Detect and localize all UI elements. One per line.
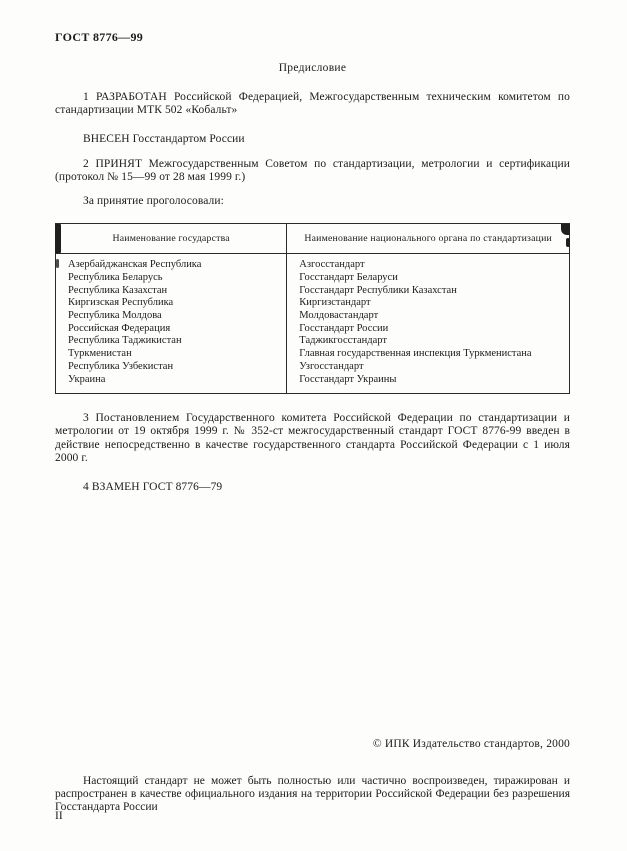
paragraph-accepted: 2 ПРИНЯТ Межгосударственным Советом по стандартизации, метрологии и сертификации (протокол № 15—99 от 28 мая 1999 г.) [55,157,570,183]
doc-number: ГОСТ 8776—99 [55,30,144,44]
org-cell: Молдовастандарт [299,310,379,322]
country-cell: Туркменистан [56,348,287,361]
page-content [55,30,570,510]
table-row [56,272,570,285]
table-row [56,348,570,361]
country-cell: Азербайджанская Республика [56,254,287,272]
header-country: Наименование государства [56,224,287,254]
header-org: Наименование национального органа по стандартизации [287,224,570,254]
country-cell: Киргизская Республика [56,297,287,310]
paragraph-enacted: 3 Постановлением Государственного комитета Российской Федерации по стандартизации и метрологии от 19 октября 1999 г. № 352-ст межгосударственный стандарт ГОСТ 8776-99 введен в действие непосредственно в качестве государственного стандарта Российской Федерации с 1 июля 2000 г. [55,412,570,464]
table-row [56,254,570,272]
table-row [56,310,570,323]
vote-table-body [56,254,570,394]
scan-artifact [56,259,59,268]
paragraph-replaces: 4 ВЗАМЕН ГОСТ 8776—79 [83,481,223,494]
table-row [56,374,570,394]
header-row [56,224,570,254]
copyright-line: © ИПК Издательство стандартов, 2000 [372,738,570,750]
country-cell: Республика Узбекистан [56,361,287,374]
scan-artifact [561,224,570,235]
paragraph-developed: 1 РАЗРАБОТАН Российской Федерацией, Межгосударственным техническим комитетом по стандартизации МТК 502 «Кобальт» [55,91,570,117]
scan-artifact [55,224,61,253]
page-number: II [55,810,63,822]
country-cell: Республика Молдова [56,310,287,323]
scan-artifact [566,238,570,247]
country-cell: Республика Беларусь [56,272,287,285]
preface-title: Предисловие [278,62,347,74]
paragraph-voted-label: За принятие проголосовали: [83,195,224,208]
org-cell: Госстандарт Беларуси [299,271,398,283]
country-cell: Республика Казахстан [56,285,287,298]
vote-table [55,223,570,394]
restriction-paragraph: Настоящий стандарт не может быть полностью или частично воспроизведен, тиражирован и распространен в качестве официального издания на территории Российской Федерации без разрешения Госстандарта России [55,774,570,813]
vote-table-wrap [55,223,570,394]
org-cell: Госстандарт Республики Казахстан [299,284,457,296]
table-row [56,323,570,336]
table-row [56,285,570,298]
country-cell: Республика Таджикистан [56,335,287,348]
table-row [56,335,570,348]
org-cell: Азгосстандарт [299,259,365,271]
table-row [56,361,570,374]
country-cell: Украина [56,374,287,394]
org-cell: Таджикгосстандарт [299,335,388,347]
vote-table-head [56,224,570,254]
org-cell: Госстандарт России [299,322,389,334]
table-row [56,297,570,310]
org-cell: Госстандарт Украины [299,373,397,385]
org-cell: Главная государственная инспекция Туркменистана [299,348,532,360]
paragraph-submitted: ВНЕСЕН Госстандартом России [83,133,245,146]
country-cell: Российская Федерация [56,323,287,336]
org-cell: Узгосстандарт [299,360,364,372]
org-cell: Киргизстандарт [299,297,371,309]
